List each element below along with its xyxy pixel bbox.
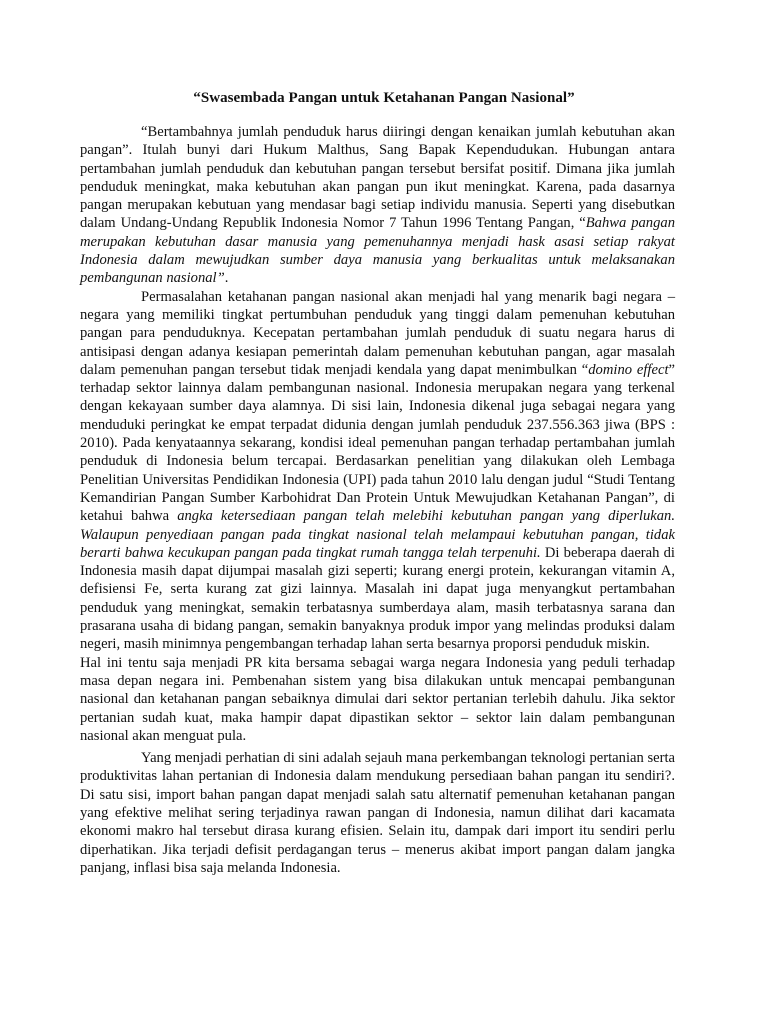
text-run: Permasalahan ketahanan pangan nasional akan menjadi hal yang menarik bagi negara – negara yang memiliki tingkat pertumbuhan penduduk yang tinggi dalam pemenuhan kebutuhan pangan para penduduknya. Kecepatan pertambahan jumlah penduduk di suatu negara harus di antisipasi dengan adanya kesiapan pemerintah dalam pemenuhan kebutuhan pangan, agar masalah dalam pemenuhan pangan tersebut tidak menjadi kendala yang dapat menimbulkan “: [80, 288, 675, 378]
italic-text-run: domino effect: [588, 361, 669, 378]
paragraph: [80, 123, 675, 288]
document-title: “Swasembada Pangan untuk Ketahanan Pangan Nasional”: [193, 90, 575, 106]
text-run: Yang menjadi perhatian di sini adalah sejauh mana perkembangan teknologi pertanian serta produktivitas lahan pertanian di Indonesia dalam mendukung persediaan bahan pangan itu sendiri?. Di satu sisi, import bahan pangan dapat menjadi salah satu alternatif pemenuhan ketahanan pangan yang efektive melihat sering terjadinya rawan pangan di Indonesia, namun dilihat dari kacamata ekonomi makro hal tersebut dirasa kurang efisien. Selain itu, dampak dari import itu sendiri perlu diperhatikan. Jika terjadi defisit perdagangan terus – menerus akibat import pangan dalam jangka panjang, inflasi bisa saja melanda Indonesia.: [80, 750, 675, 876]
paragraph: [80, 288, 675, 654]
paragraph: [80, 654, 675, 745]
text-run: Di beberapa daerah di Indonesia masih dapat dijumpai masalah gizi seperti; kurang energi protein, kekurangan vitamin A, defisiensi Fe, serta kurang zat gizi lainnya. Masalah ini dapat juga menyangkut pertambahan penduduk yang meningkat, semakin terbatasnya sumberdaya alam, masih terbatasnya sarana dan prasarana usaha di bidang pangan, semakin banyaknya produk impor yang melindas produksi dalam negeri, masih minimnya pengembangan terhadap lahan serta besarnya proporsi penduduk miskin.: [80, 544, 675, 653]
document-body: [80, 123, 675, 877]
text-run: Hal ini tentu saja menjadi PR kita bersama sebagai warga negara Indonesia yang peduli terhadap masa depan negara ini. Pembenahan sistem yang bisa dilakukan untuk mencapai pembangunan nasional dan ketahanan pangan sebaiknya dimulai dari sektor pertanian terlebih dahulu. Jika sektor pertanian sudah kuat, maka hampir dapat dipastikan sektor – sektor lain dalam pembangunan nasional akan menguat pula.: [80, 654, 675, 744]
italic-text-run: Bahwa pangan merupakan kebutuhan dasar manusia yang pemenuhannya menjadi hask asasi setiap rakyat Indonesia dalam mewujudkan sumber daya manusia yang berkualitas untuk melaksanakan pembangunan nasional”: [80, 215, 675, 287]
italic-text-run: angka ketersediaan pangan telah melebihi kebutuhan pangan yang diperlukan. Walaupun penyediaan pangan pada tingkat nasional telah melampaui kebutuhan pangan, tidak berarti bahwa kecukupan pangan pada tingkat rumah tangga telah terpenuhi.: [80, 508, 675, 561]
text-run: .: [224, 270, 229, 287]
text-run: ” terhadap sektor lainnya dalam pembangunan nasional. Indonesia merupakan negara yang terkenal dengan kekayaan sumber daya alamnya. Di sisi lain, Indonesia dikenal juga sebagai negara yang menduduki peringkat ke empat terpadat didunia dengan jumlah penduduk 237.556.363 jiwa (BPS : 2010). Pada kenyataannya sekarang, kondisi ideal pemenuhan pangan terhadap pertambahan jumlah penduduk di Indonesia belum tercapai. Berdasarkan penelitian yang dilakukan oleh Lembaga Penelitian Universitas Pendidikan Indonesia (UPI) pada tahun 2010 lalu dengan judul “Studi Tentang Kemandirian Pangan Sumber Karbohidrat Dan Protein Untuk Mewujudkan Ketahanan Pangan”, di ketahui bahwa: [80, 361, 675, 525]
text-run: “Bertambahnya jumlah penduduk harus diiringi dengan kenaikan jumlah kebutuhan akan pangan”. Itulah bunyi dari Hukum Malthus, Sang Bapak Kependudukan. Hubungan antara pertambahan jumlah penduduk dan kebutuhan pangan tersebut bersifat positif. Dimana jika jumlah penduduk meningkat, maka kebutuhan akan pangan pun ikut meningkat. Karena, pada dasarnya pangan merupakan kebutuan yang mendasar bagi setiap individu manusia. Seperti yang disebutkan dalam Undang-Undang Republik Indonesia Nomor 7 Tahun 1996 Tentang Pangan, “: [80, 124, 675, 232]
paragraph: [80, 749, 675, 877]
